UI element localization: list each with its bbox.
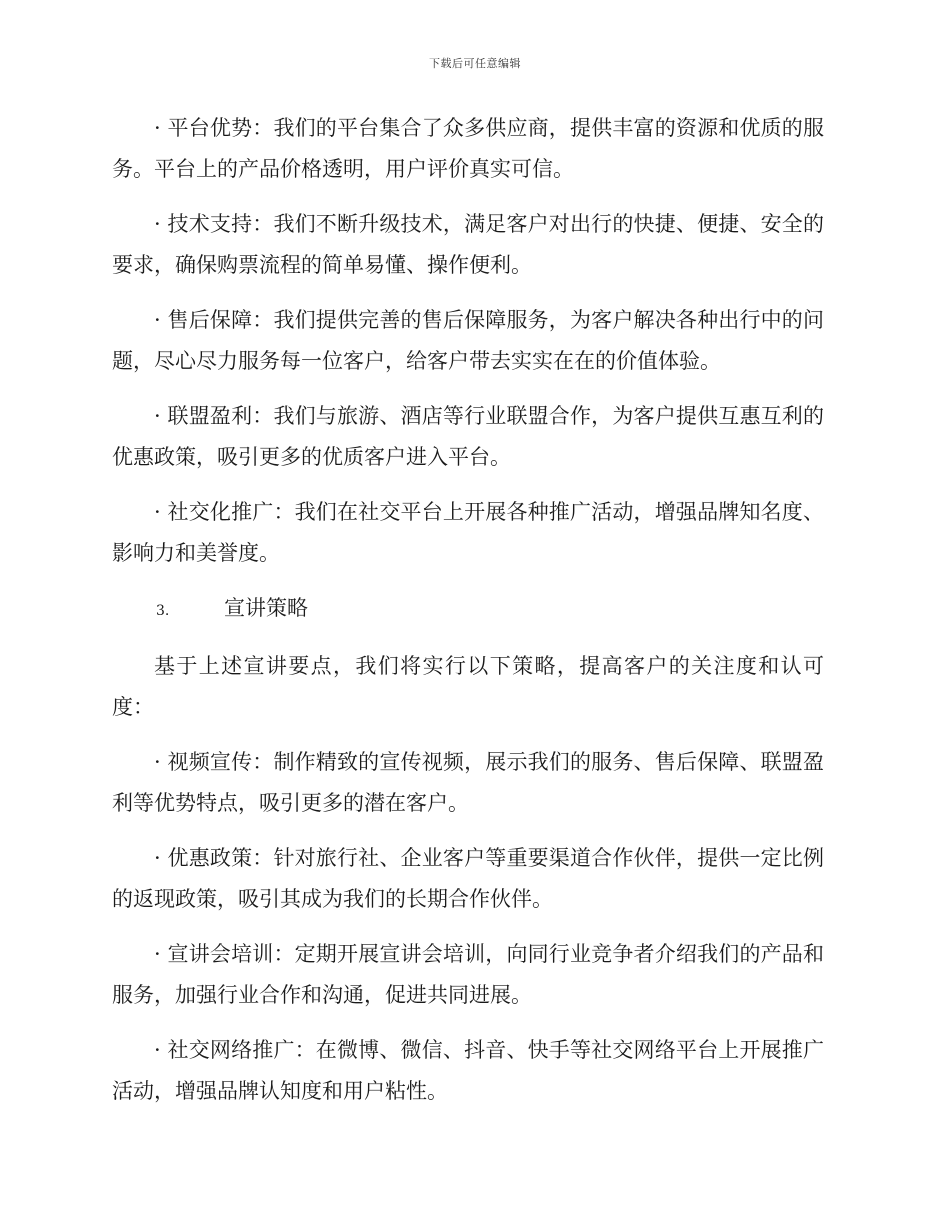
section-heading — [112, 588, 824, 632]
document-body — [112, 108, 824, 1126]
paragraph-social-promotion: · 社交化推广：我们在社交平台上开展各种推广活动，增强品牌知名度、影响力和美誉度。 — [112, 500, 824, 565]
paragraph-seminar-training: · 宣讲会培训：定期开展宣讲会培训，向同行业竞争者介绍我们的产品和服务，加强行业合作和沟通，促进共同进展。 — [112, 942, 824, 1007]
section-number: 3. — [156, 603, 170, 619]
paragraph-discount-policy: · 优惠政策：针对旅行社、企业客户等重要渠道合作伙伴，提供一定比例的返现政策，吸引其成为我们的长期合作伙伴。 — [112, 846, 824, 911]
paragraph-tech-support: · 技术支持：我们不断升级技术，满足客户对出行的快捷、便捷、安全的要求，确保购票流程的简单易懂、操作便利。 — [112, 212, 824, 277]
paragraph-video-promotion: · 视频宣传：制作精致的宣传视频，展示我们的服务、售后保障、联盟盈利等优势特点，吸引更多的潜在客户。 — [112, 750, 824, 815]
paragraph-after-sales: · 售后保障：我们提供完善的售后保障服务，为客户解决各种出行中的问题，尽心尽力服务每一位客户，给客户带去实实在在的价值体验。 — [112, 308, 824, 373]
section-title: 宣讲策略 — [224, 596, 308, 620]
paragraph-alliance-profit: · 联盟盈利：我们与旅游、酒店等行业联盟合作，为客户提供互惠互利的优惠政策，吸引更多的优质客户进入平台。 — [112, 404, 824, 469]
page-header: 下载后可任意编辑 — [429, 57, 521, 70]
paragraph-platform-advantage: · 平台优势：我们的平台集合了众多供应商，提供丰富的资源和优质的服务。平台上的产品价格透明，用户评价真实可信。 — [112, 116, 824, 181]
paragraph-social-network: · 社交网络推广：在微博、微信、抖音、快手等社交网络平台上开展推广活动，增强品牌认知度和用户粘性。 — [112, 1038, 824, 1103]
paragraph-strategy-intro: 基于上述宣讲要点，我们将实行以下策略，提高客户的关注度和认可度： — [112, 654, 824, 719]
